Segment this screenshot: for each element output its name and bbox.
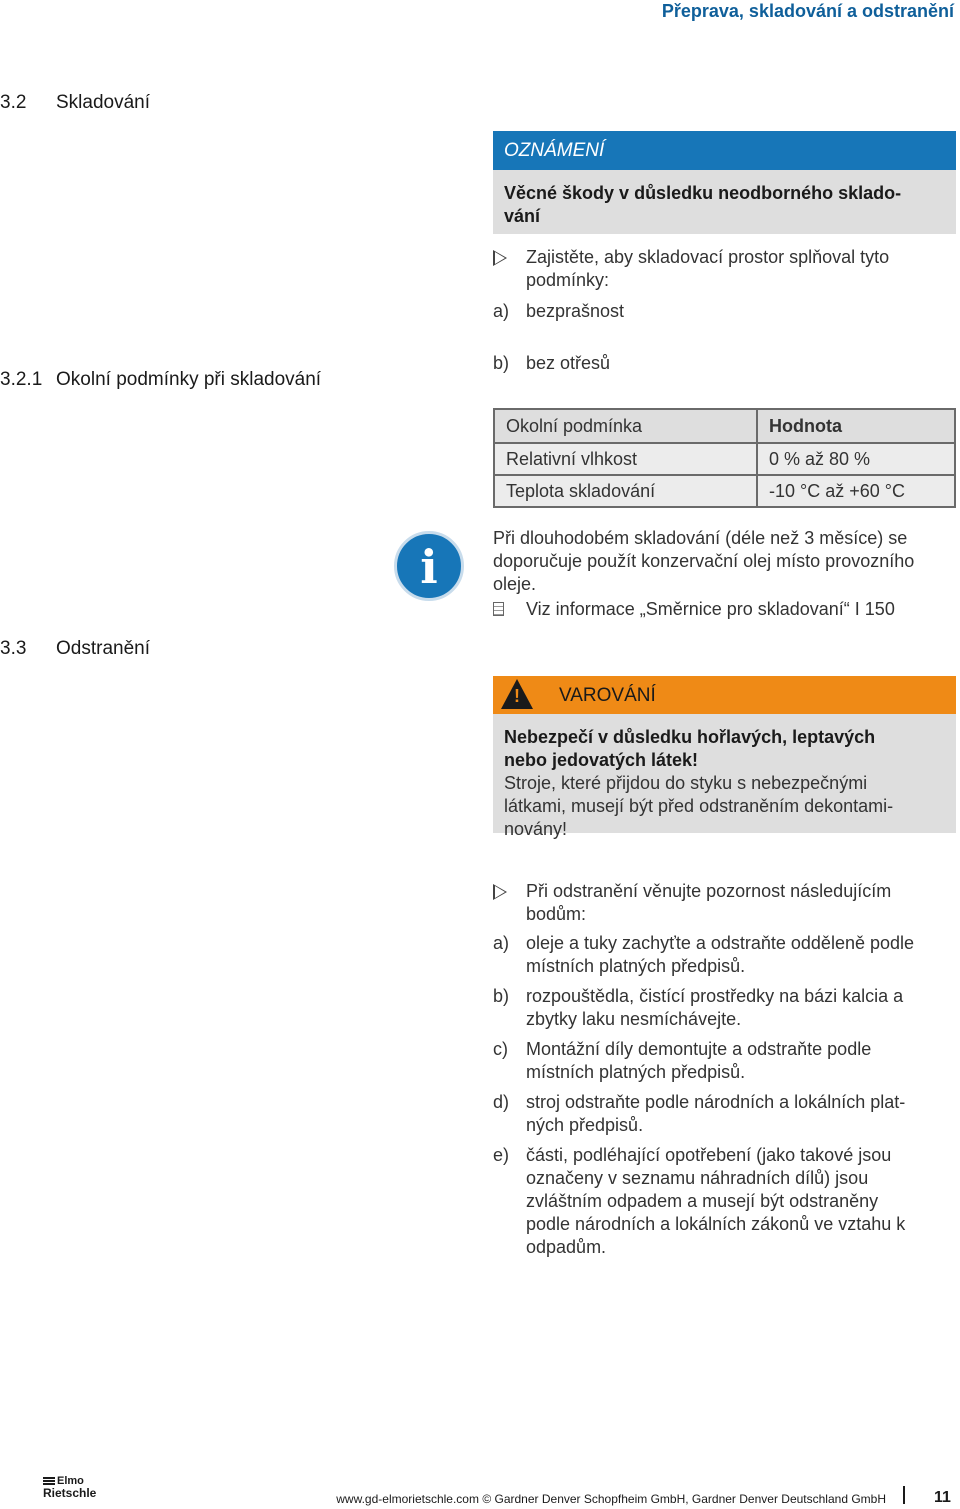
list-marker: c) (493, 1039, 508, 1059)
list-text: bezprašnost (526, 301, 625, 321)
info-note (493, 527, 959, 596)
list-text: podle národních a lokálních zákonů ve vztahu k (526, 1214, 906, 1234)
list-text: zvláštním odpadem a musejí být odstraněny (526, 1191, 879, 1211)
list-item (493, 1091, 959, 1137)
table-cell: Teplota skladování (494, 475, 757, 507)
warning-text-line: novány! (504, 819, 568, 839)
list-text: označeny v seznamu náhradních dílů) jsou (526, 1168, 869, 1188)
instruction-bullet (493, 880, 959, 926)
logo-text: Rietschle (43, 1486, 97, 1500)
notice-title (493, 170, 956, 234)
conditions-table (493, 408, 956, 508)
footer-divider (903, 1486, 905, 1504)
list-text: ných předpisů. (526, 1115, 644, 1135)
list-item (493, 1144, 959, 1259)
table-cell: -10 °C až +60 °C (757, 475, 955, 507)
section-title: Odstranění (56, 638, 150, 659)
warning-header (493, 676, 956, 714)
table-header-cell: Okolní podmínka (494, 409, 757, 443)
reference-row (493, 598, 959, 621)
logo-text: Elmo (57, 1475, 84, 1487)
list-text: rozpouštědla, čistící prostředky na bázi kalcia a (526, 986, 904, 1006)
table-row (494, 443, 955, 475)
list-marker: d) (493, 1092, 510, 1112)
list-text: bez otřesů (526, 353, 611, 373)
table-header-cell: Hodnota (757, 409, 955, 443)
instruction-line: bodům: (526, 904, 587, 924)
info-line: oleje. (493, 574, 537, 594)
table-row (494, 475, 955, 507)
brand-logo (43, 1475, 96, 1499)
warning-text-line: látkami, musejí být před odstraněním dekontami- (504, 796, 894, 816)
notice-title-line: vání (504, 206, 541, 226)
footer-text (336, 1492, 886, 1506)
triangle-bullet-icon (493, 246, 523, 272)
list-marker: a) (493, 301, 510, 321)
list-item (493, 300, 959, 323)
warning-label: VAROVÁNÍ (559, 685, 656, 706)
section-title: Skladování (56, 92, 151, 113)
list-text: Montážní díly demontujte a odstraňte podle (526, 1039, 872, 1059)
info-icon: i (394, 531, 464, 601)
notice-label: OZNÁMENÍ (493, 131, 956, 170)
list-marker: e) (493, 1145, 510, 1165)
warning-text-line: Stroje, které přijdou do styku s nebezpečnými (504, 773, 868, 793)
warning-box (493, 676, 956, 839)
info-line: Při dlouhodobém skladování (déle než 3 měsíce) se (493, 528, 908, 548)
section-number: 3.2.1 (0, 369, 43, 390)
exclamation-icon: ! (514, 686, 520, 706)
reference-text: Viz informace „Směrnice pro skladovaní“ I 150 (526, 599, 895, 619)
list-item (493, 1038, 959, 1084)
disposal-instructions (493, 880, 959, 1259)
list-text: místních platných předpisů. (526, 956, 746, 976)
list-item (493, 932, 959, 978)
running-header: Přeprava, skladování a odstranění (661, 1, 954, 21)
notice-title-line: Věcné škody v důsledku neodborného sklado- (504, 183, 902, 203)
list-marker: a) (493, 933, 510, 953)
section-number: 3.3 (0, 638, 27, 659)
page-number: 11 (934, 1489, 951, 1506)
section-title: Okolní podmínky při skladování (56, 369, 322, 390)
info-line: doporučuje použít konzervační olej místo provozního (493, 551, 915, 571)
list-text: zbytky laku nesmíchávejte. (526, 1009, 742, 1029)
list-item (493, 352, 959, 375)
list-text: stroj odstraňte podle národních a lokálních plat- (526, 1092, 906, 1112)
document-icon (493, 602, 504, 616)
table-cell: Relativní vlhkost (494, 443, 757, 475)
list-marker: b) (493, 986, 510, 1006)
table-header-row (494, 409, 955, 443)
warning-title-line: Nebezpečí v důsledku hořlavých, leptavých (504, 727, 876, 747)
footer-copyright: © Gardner Denver Schopfheim GmbH, Gardner Denver Deutschland GmbH (478, 1492, 886, 1506)
section-heading-3-2 (0, 92, 150, 114)
notice-instruction (493, 246, 959, 296)
section-number: 3.2 (0, 92, 27, 113)
logo-mark-icon (43, 1477, 55, 1485)
warning-body (493, 714, 956, 839)
section-heading-3-2-1 (0, 369, 321, 391)
section-heading-3-3 (0, 638, 150, 660)
table-cell: 0 % až 80 % (757, 443, 955, 475)
triangle-bullet-icon (493, 880, 507, 906)
instruction-line: Zajistěte, aby skladovací prostor splňoval tyto (526, 247, 890, 267)
warning-title-line: nebo jedovatých látek! (504, 750, 699, 770)
list-text: odpadům. (526, 1237, 607, 1257)
list-text: části, podléhající opotřebení (jako takové jsou (526, 1145, 892, 1165)
list-item (493, 985, 959, 1031)
list-text: místních platných předpisů. (526, 1062, 746, 1082)
list-marker: b) (493, 353, 510, 373)
notice-box (493, 131, 956, 234)
instruction-line: podmínky: (526, 270, 610, 290)
instruction-line: Při odstranění věnujte pozornost následujícím (526, 881, 892, 901)
list-text: oleje a tuky zachyťte a odstraňte odděleně podle (526, 933, 915, 953)
footer-url[interactable]: www.gd-elmorietschle.com (336, 1492, 479, 1506)
